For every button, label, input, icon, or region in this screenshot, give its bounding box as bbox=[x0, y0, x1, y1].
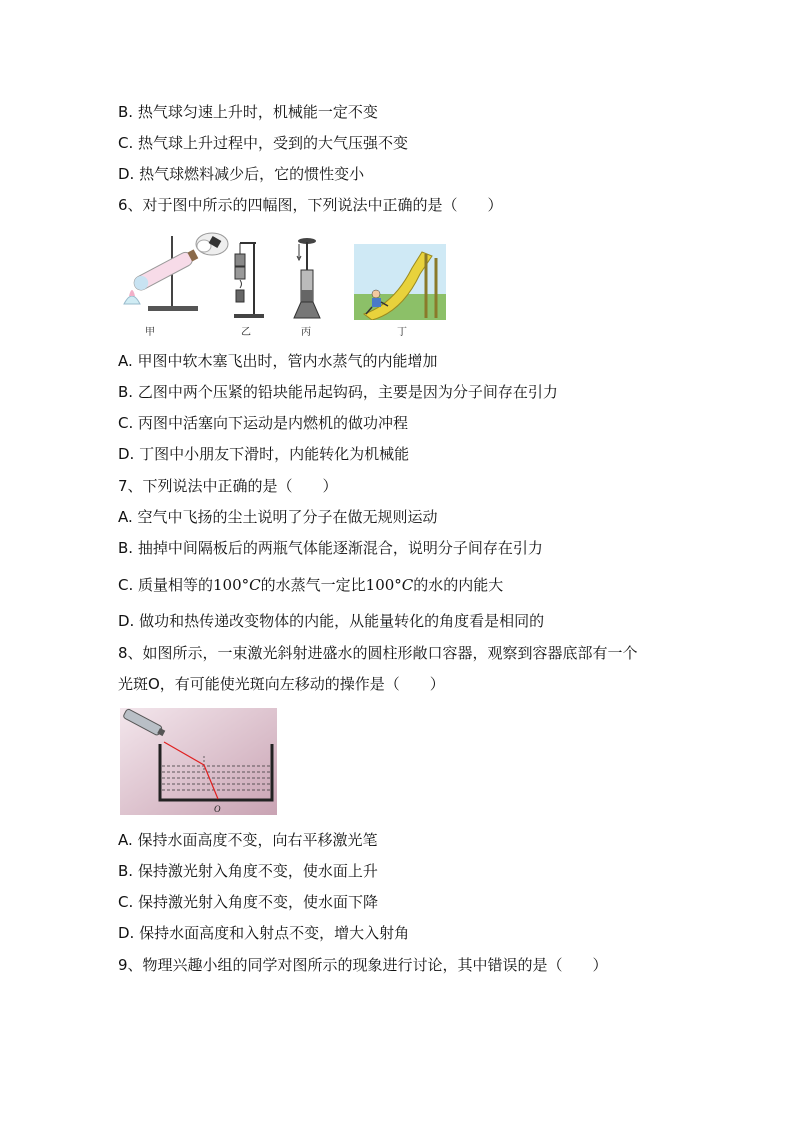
q7-option-b: B. 抽掉中间隔板后的两瓶气体能逐渐混合，说明分子间存在引力 bbox=[118, 539, 543, 557]
q7-option-c-temp-1: 100°C bbox=[213, 576, 261, 594]
q8-option-b: B. 保持激光射入角度不变，使水面上升 bbox=[118, 862, 378, 880]
q6-option-c: C. 丙图中活塞向下运动是内燃机的做功冲程 bbox=[118, 414, 409, 432]
q7-option-a: A. 空气中飞扬的尘土说明了分子在做无规则运动 bbox=[118, 508, 438, 526]
figure-ding-slide bbox=[354, 244, 446, 320]
q5-option-c: C. 热气球上升过程中，受到的大气压强不变 bbox=[118, 134, 409, 152]
q7-option-c-text-3: 的水的内能大 bbox=[413, 576, 504, 594]
q8-stem-line-1: 8、如图所示，一束激光斜射进盛水的圆柱形敞口容器，观察到容器底部有一个 bbox=[118, 644, 638, 662]
figure-yi-lead-blocks bbox=[232, 240, 266, 320]
q6-option-b: B. 乙图中两个压紧的铅块能吊起钩码，主要是因为分子间存在引力 bbox=[118, 383, 558, 401]
figure-label-ding: 丁 bbox=[397, 327, 407, 338]
q6-option-d: D. 丁图中小朋友下滑时，内能转化为机械能 bbox=[118, 445, 410, 463]
q7-option-c bbox=[118, 575, 503, 595]
q9-stem: 9、物理兴趣小组的同学对图所示的现象进行讨论，其中错误的是（ ） bbox=[118, 956, 608, 974]
q6-stem: 6、对于图中所示的四幅图，下列说法中正确的是（ ） bbox=[118, 196, 503, 214]
figure-label-yi: 乙 bbox=[241, 327, 251, 338]
q7-stem: 7、下列说法中正确的是（ ） bbox=[118, 477, 338, 495]
spot-o-label: O bbox=[214, 804, 221, 814]
q8-stem-line-2: 光斑O，有可能使光斑向左移动的操作是（ ） bbox=[118, 675, 445, 693]
q7-option-c-text-2: 的水蒸气一定比 bbox=[260, 576, 366, 594]
q5-option-d: D. 热气球燃料减少后，它的惯性变小 bbox=[118, 165, 365, 183]
q6-option-a: A. 甲图中软木塞飞出时，管内水蒸气的内能增加 bbox=[118, 352, 438, 370]
q7-option-c-temp-2: 100°C bbox=[365, 576, 414, 594]
q7-option-d: D. 做功和热传递改变物体的内能，从能量转化的角度看是相同的 bbox=[118, 612, 545, 630]
q8-option-d: D. 保持水面高度和入射点不变，增大入射角 bbox=[118, 924, 410, 942]
q5-option-b: B. 热气球匀速上升时，机械能一定不变 bbox=[118, 103, 378, 121]
figure-label-jia: 甲 bbox=[145, 327, 155, 338]
q8-option-c: C. 保持激光射入角度不变，使水面下降 bbox=[118, 893, 379, 911]
figure-bing-piston bbox=[290, 236, 324, 322]
figure-jia-test-tube bbox=[118, 226, 230, 326]
figure-label-bing: 丙 bbox=[301, 327, 311, 338]
figure-laser-container bbox=[120, 708, 277, 815]
q8-option-a: A. 保持水面高度不变，向右平移激光笔 bbox=[118, 831, 378, 849]
q7-option-c-text-1: C. 质量相等的 bbox=[118, 576, 214, 594]
